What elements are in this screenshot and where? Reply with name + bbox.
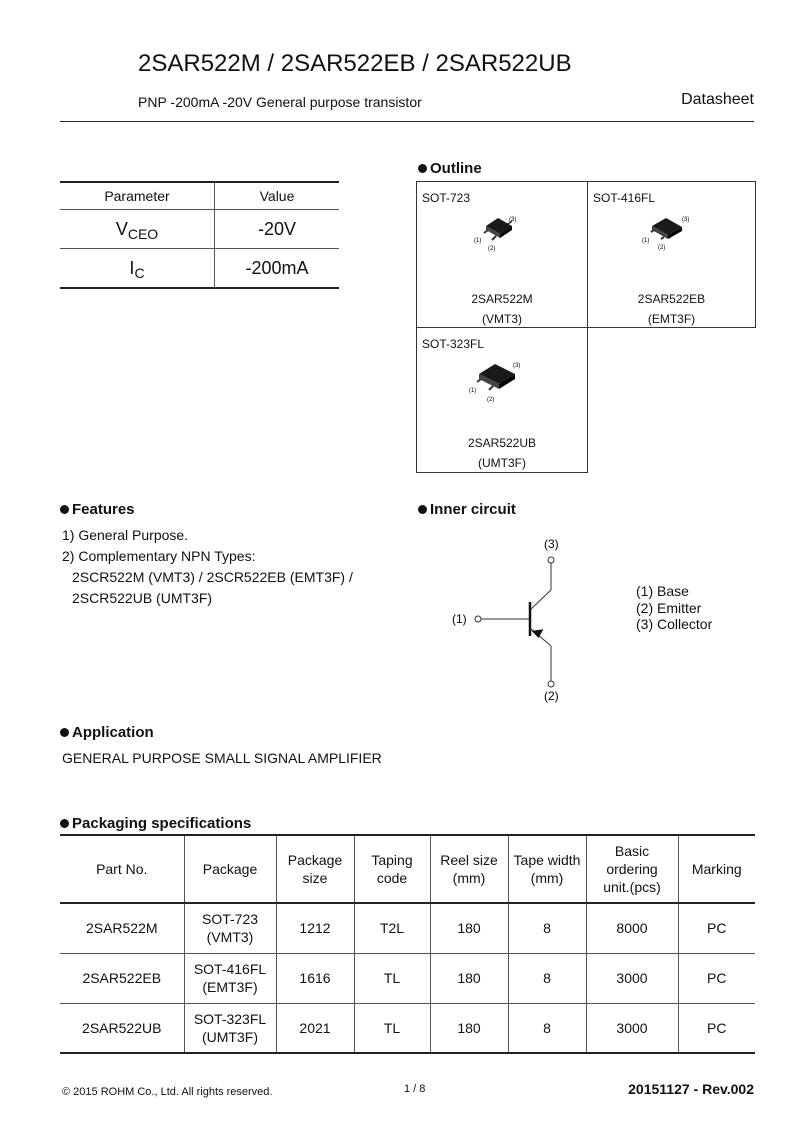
inner-circuit-heading: Inner circuit — [418, 501, 516, 518]
cell-reel: 180 — [430, 903, 508, 953]
cell-reel: 180 — [430, 1003, 508, 1053]
page-number: 1 / 8 — [404, 1083, 426, 1095]
transistor-symbol — [440, 530, 590, 710]
svg-text:(3): (3) — [513, 363, 521, 369]
application-heading: Application — [60, 724, 154, 741]
page-title: 2SAR522M / 2SAR522EB / 2SAR522UB — [138, 50, 572, 77]
col-header-part: Part No. — [60, 835, 184, 903]
feature-line: 2) Complementary NPN Types: — [62, 548, 256, 564]
param-symbol: V — [115, 219, 128, 239]
col-header-taping-code: Taping code — [354, 835, 430, 903]
features-heading: Features — [60, 501, 135, 518]
cell-taping: TL — [354, 953, 430, 1003]
feature-line: 2SCR522M (VMT3) / 2SCR522EB (EMT3F) / — [72, 569, 353, 585]
param-col-header: Parameter — [60, 183, 215, 209]
bullet-icon — [60, 728, 69, 737]
svg-text:(3): (3) — [544, 537, 559, 551]
svg-text:(1): (1) — [474, 238, 482, 244]
package-label: SOT-416FL — [593, 191, 656, 205]
svg-text:(3): (3) — [682, 217, 690, 223]
table-header-row — [60, 835, 755, 903]
cell-package: SOT-323FL (UMT3F) — [184, 1003, 276, 1053]
sot323fl-package-icon — [467, 356, 537, 412]
svg-text:(2): (2) — [488, 246, 496, 252]
parameter-table — [60, 181, 339, 289]
pin-legend — [636, 583, 712, 633]
cell-size: 1212 — [276, 903, 354, 953]
value-col-header: Value — [259, 188, 295, 204]
legend-item: (2) Emitter — [636, 599, 702, 616]
application-text: GENERAL PURPOSE SMALL SIGNAL AMPLIFIER — [62, 750, 382, 766]
col-header-tape-width: Tape width (mm) — [508, 835, 586, 903]
cell-unit: 3000 — [586, 953, 678, 1003]
svg-text:(2): (2) — [658, 245, 666, 251]
feature-line: 2SCR522UB (UMT3F) — [72, 590, 213, 606]
cell-tape: 8 — [508, 1003, 586, 1053]
svg-text:(3): (3) — [509, 217, 517, 223]
cell-part: 2SAR522UB — [60, 1003, 184, 1053]
table-row — [60, 953, 755, 1003]
header-divider — [60, 121, 754, 122]
svg-text:(1): (1) — [642, 238, 650, 244]
bullet-icon — [60, 819, 69, 828]
param-row — [60, 248, 339, 287]
bullet-icon — [418, 164, 427, 173]
param-subscript: CEO — [127, 226, 159, 242]
cell-marking: PC — [707, 1019, 727, 1036]
package-part-no: 2SAR522M — [471, 292, 533, 306]
svg-text:(2): (2) — [487, 397, 495, 403]
col-header-reel-size: Reel size (mm) — [430, 835, 508, 903]
cell-marking: PC — [707, 970, 727, 986]
copyright-text: © 2015 ROHM Co., Ltd. All rights reserved. — [62, 1086, 273, 1098]
cell-part: 2SAR522EB — [60, 953, 184, 1003]
package-cell-sot723 — [416, 181, 588, 328]
cell-unit: 3000 — [586, 1003, 678, 1053]
bullet-icon — [60, 505, 69, 514]
cell-part: 2SAR522M — [60, 903, 184, 953]
cell-size: 2021 — [276, 1003, 354, 1053]
package-cell-sot416fl — [587, 181, 756, 328]
col-header-marking: Marking — [691, 861, 742, 877]
col-header-package: Package — [184, 835, 276, 903]
packaging-table — [60, 834, 755, 1054]
param-value: -20V — [257, 219, 297, 239]
col-header-ordering-unit: Basic ordering unit.(pcs) — [586, 835, 678, 903]
param-value: -200mA — [245, 258, 309, 278]
cell-marking: PC — [707, 920, 727, 937]
page-subtitle: PNP -200mA -20V General purpose transistor — [138, 94, 422, 110]
revision-label: 20151127 - Rev.002 — [628, 1081, 754, 1097]
legend-item: (3) Collector — [636, 616, 713, 632]
cell-package: SOT-723 (VMT3) — [184, 903, 276, 953]
sot416fl-package-icon — [640, 210, 700, 260]
package-code: (UMT3F) — [478, 456, 526, 470]
table-row — [60, 903, 755, 953]
feature-line: 1) General Purpose. — [62, 527, 189, 543]
svg-text:(2): (2) — [544, 689, 559, 703]
cell-tape: 8 — [508, 953, 586, 1003]
packaging-heading: Packaging specifications — [60, 815, 251, 832]
legend-item: (1) Base — [636, 583, 689, 599]
svg-text:(1): (1) — [469, 388, 477, 394]
outline-heading: Outline — [418, 160, 482, 177]
package-part-no: 2SAR522EB — [637, 292, 706, 306]
param-symbol: I — [129, 258, 135, 278]
cell-taping: T2L — [354, 903, 430, 953]
bullet-icon — [418, 505, 427, 514]
table-row — [60, 1003, 755, 1053]
package-part-no: 2SAR522UB — [467, 436, 537, 450]
cell-taping: TL — [354, 1003, 430, 1053]
param-row — [60, 209, 339, 248]
package-code: (VMT3) — [482, 312, 522, 326]
cell-tape: 8 — [508, 903, 586, 953]
cell-unit: 8000 — [586, 903, 678, 953]
cell-package: SOT-416FL (EMT3F) — [184, 953, 276, 1003]
package-code: (EMT3F) — [647, 312, 696, 326]
package-label: SOT-323FL — [422, 337, 485, 351]
param-subscript: C — [134, 265, 145, 281]
svg-text:(1): (1) — [452, 612, 467, 626]
features-list — [62, 525, 353, 609]
col-header-package-size: Package size — [276, 835, 354, 903]
cell-size: 1616 — [276, 953, 354, 1003]
doc-type-label: Datasheet — [681, 91, 754, 108]
package-cell-sot323fl — [416, 327, 588, 473]
sot723-package-icon — [472, 210, 532, 260]
cell-reel: 180 — [430, 953, 508, 1003]
package-label: SOT-723 — [422, 191, 471, 205]
